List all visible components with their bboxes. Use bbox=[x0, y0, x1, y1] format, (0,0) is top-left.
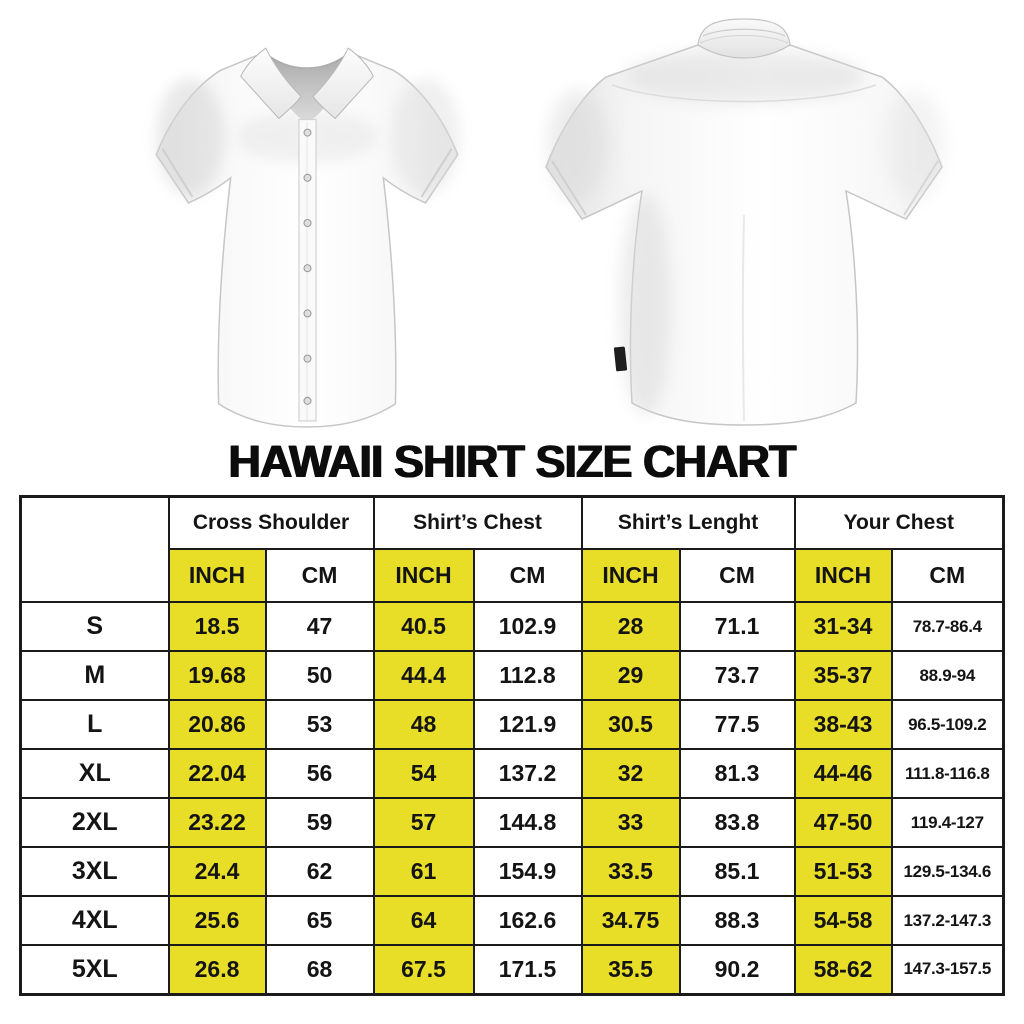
cm-value: 154.9 bbox=[474, 847, 582, 896]
table-row bbox=[21, 896, 1004, 945]
size-label: 5XL bbox=[21, 945, 169, 994]
cm-value: 102.9 bbox=[474, 602, 582, 651]
inch-value: 24.4 bbox=[169, 847, 266, 896]
cm-value: 81.3 bbox=[680, 749, 795, 798]
unit-header-inch: INCH bbox=[582, 549, 680, 602]
inch-value: 34.75 bbox=[582, 896, 680, 945]
inch-value: 20.86 bbox=[169, 700, 266, 749]
table-header-group-row bbox=[21, 497, 1004, 550]
inch-value: 18.5 bbox=[169, 602, 266, 651]
cm-value: 88.3 bbox=[680, 896, 795, 945]
inch-value: 44-46 bbox=[795, 749, 892, 798]
cm-value: 78.7-86.4 bbox=[892, 602, 1004, 651]
cm-value: 90.2 bbox=[680, 945, 795, 994]
cm-value: 59 bbox=[266, 798, 374, 847]
cm-value: 73.7 bbox=[680, 651, 795, 700]
unit-header-cm: CM bbox=[266, 549, 374, 602]
size-label: L bbox=[21, 700, 169, 749]
cm-value: 53 bbox=[266, 700, 374, 749]
cm-value: 162.6 bbox=[474, 896, 582, 945]
inch-value: 35-37 bbox=[795, 651, 892, 700]
size-label: 4XL bbox=[21, 896, 169, 945]
col-group-shirts-chest: Shirt’s Chest bbox=[374, 497, 582, 550]
cm-value: 56 bbox=[266, 749, 374, 798]
cm-value: 50 bbox=[266, 651, 374, 700]
cm-value: 47 bbox=[266, 602, 374, 651]
inch-value: 19.68 bbox=[169, 651, 266, 700]
inch-value: 51-53 bbox=[795, 847, 892, 896]
inch-value: 26.8 bbox=[169, 945, 266, 994]
cm-value: 83.8 bbox=[680, 798, 795, 847]
inch-value: 25.6 bbox=[169, 896, 266, 945]
inch-value: 29 bbox=[582, 651, 680, 700]
col-group-cross-shoulder: Cross Shoulder bbox=[169, 497, 374, 550]
inch-value: 23.22 bbox=[169, 798, 266, 847]
inch-value: 28 bbox=[582, 602, 680, 651]
table-row bbox=[21, 700, 1004, 749]
cm-value: 111.8-116.8 bbox=[892, 749, 1004, 798]
cm-value: 144.8 bbox=[474, 798, 582, 847]
inch-value: 30.5 bbox=[582, 700, 680, 749]
corner-cell bbox=[21, 497, 169, 603]
inch-value: 64 bbox=[374, 896, 474, 945]
cm-value: 137.2 bbox=[474, 749, 582, 798]
size-label: XL bbox=[21, 749, 169, 798]
inch-value: 33 bbox=[582, 798, 680, 847]
inch-value: 58-62 bbox=[795, 945, 892, 994]
cm-value: 119.4-127 bbox=[892, 798, 1004, 847]
size-label: M bbox=[21, 651, 169, 700]
inch-value: 67.5 bbox=[374, 945, 474, 994]
table-row bbox=[21, 945, 1004, 994]
table-row bbox=[21, 749, 1004, 798]
size-table-body bbox=[21, 602, 1004, 994]
inch-value: 44.4 bbox=[374, 651, 474, 700]
cm-value: 88.9-94 bbox=[892, 651, 1004, 700]
cm-value: 65 bbox=[266, 896, 374, 945]
inch-value: 54 bbox=[374, 749, 474, 798]
col-group-your-chest: Your Chest bbox=[795, 497, 1004, 550]
cm-value: 129.5-134.6 bbox=[892, 847, 1004, 896]
inch-value: 22.04 bbox=[169, 749, 266, 798]
unit-header-inch: INCH bbox=[795, 549, 892, 602]
inch-value: 32 bbox=[582, 749, 680, 798]
cm-value: 112.8 bbox=[474, 651, 582, 700]
cm-value: 68 bbox=[266, 945, 374, 994]
inch-value: 33.5 bbox=[582, 847, 680, 896]
table-header-unit-row bbox=[21, 549, 1004, 602]
size-label: 2XL bbox=[21, 798, 169, 847]
unit-header-inch: INCH bbox=[374, 549, 474, 602]
inch-value: 35.5 bbox=[582, 945, 680, 994]
size-label: S bbox=[21, 602, 169, 651]
inch-value: 54-58 bbox=[795, 896, 892, 945]
cm-value: 137.2-147.3 bbox=[892, 896, 1004, 945]
cm-value: 121.9 bbox=[474, 700, 582, 749]
cm-value: 71.1 bbox=[680, 602, 795, 651]
cm-value: 77.5 bbox=[680, 700, 795, 749]
cm-value: 147.3-157.5 bbox=[892, 945, 1004, 994]
inch-value: 38-43 bbox=[795, 700, 892, 749]
inch-value: 40.5 bbox=[374, 602, 474, 651]
inch-value: 31-34 bbox=[795, 602, 892, 651]
table-row bbox=[21, 847, 1004, 896]
table-row bbox=[21, 602, 1004, 651]
table-row bbox=[21, 798, 1004, 847]
unit-header-cm: CM bbox=[892, 549, 1004, 602]
unit-header-cm: CM bbox=[474, 549, 582, 602]
cm-value: 62 bbox=[266, 847, 374, 896]
unit-header-inch: INCH bbox=[169, 549, 266, 602]
cm-value: 171.5 bbox=[474, 945, 582, 994]
inch-value: 48 bbox=[374, 700, 474, 749]
table-row bbox=[21, 651, 1004, 700]
inch-value: 57 bbox=[374, 798, 474, 847]
shirt-back-image bbox=[530, 4, 960, 436]
size-label: 3XL bbox=[21, 847, 169, 896]
cm-value: 85.1 bbox=[680, 847, 795, 896]
unit-header-cm: CM bbox=[680, 549, 795, 602]
size-table bbox=[19, 495, 1005, 996]
cm-value: 96.5-109.2 bbox=[892, 700, 1004, 749]
inch-value: 61 bbox=[374, 847, 474, 896]
inch-value: 47-50 bbox=[795, 798, 892, 847]
page-title: HAWAII SHIRT SIZE CHART bbox=[228, 436, 796, 487]
col-group-shirts-length: Shirt’s Lenght bbox=[582, 497, 795, 550]
shirt-front-image bbox=[128, 6, 486, 438]
